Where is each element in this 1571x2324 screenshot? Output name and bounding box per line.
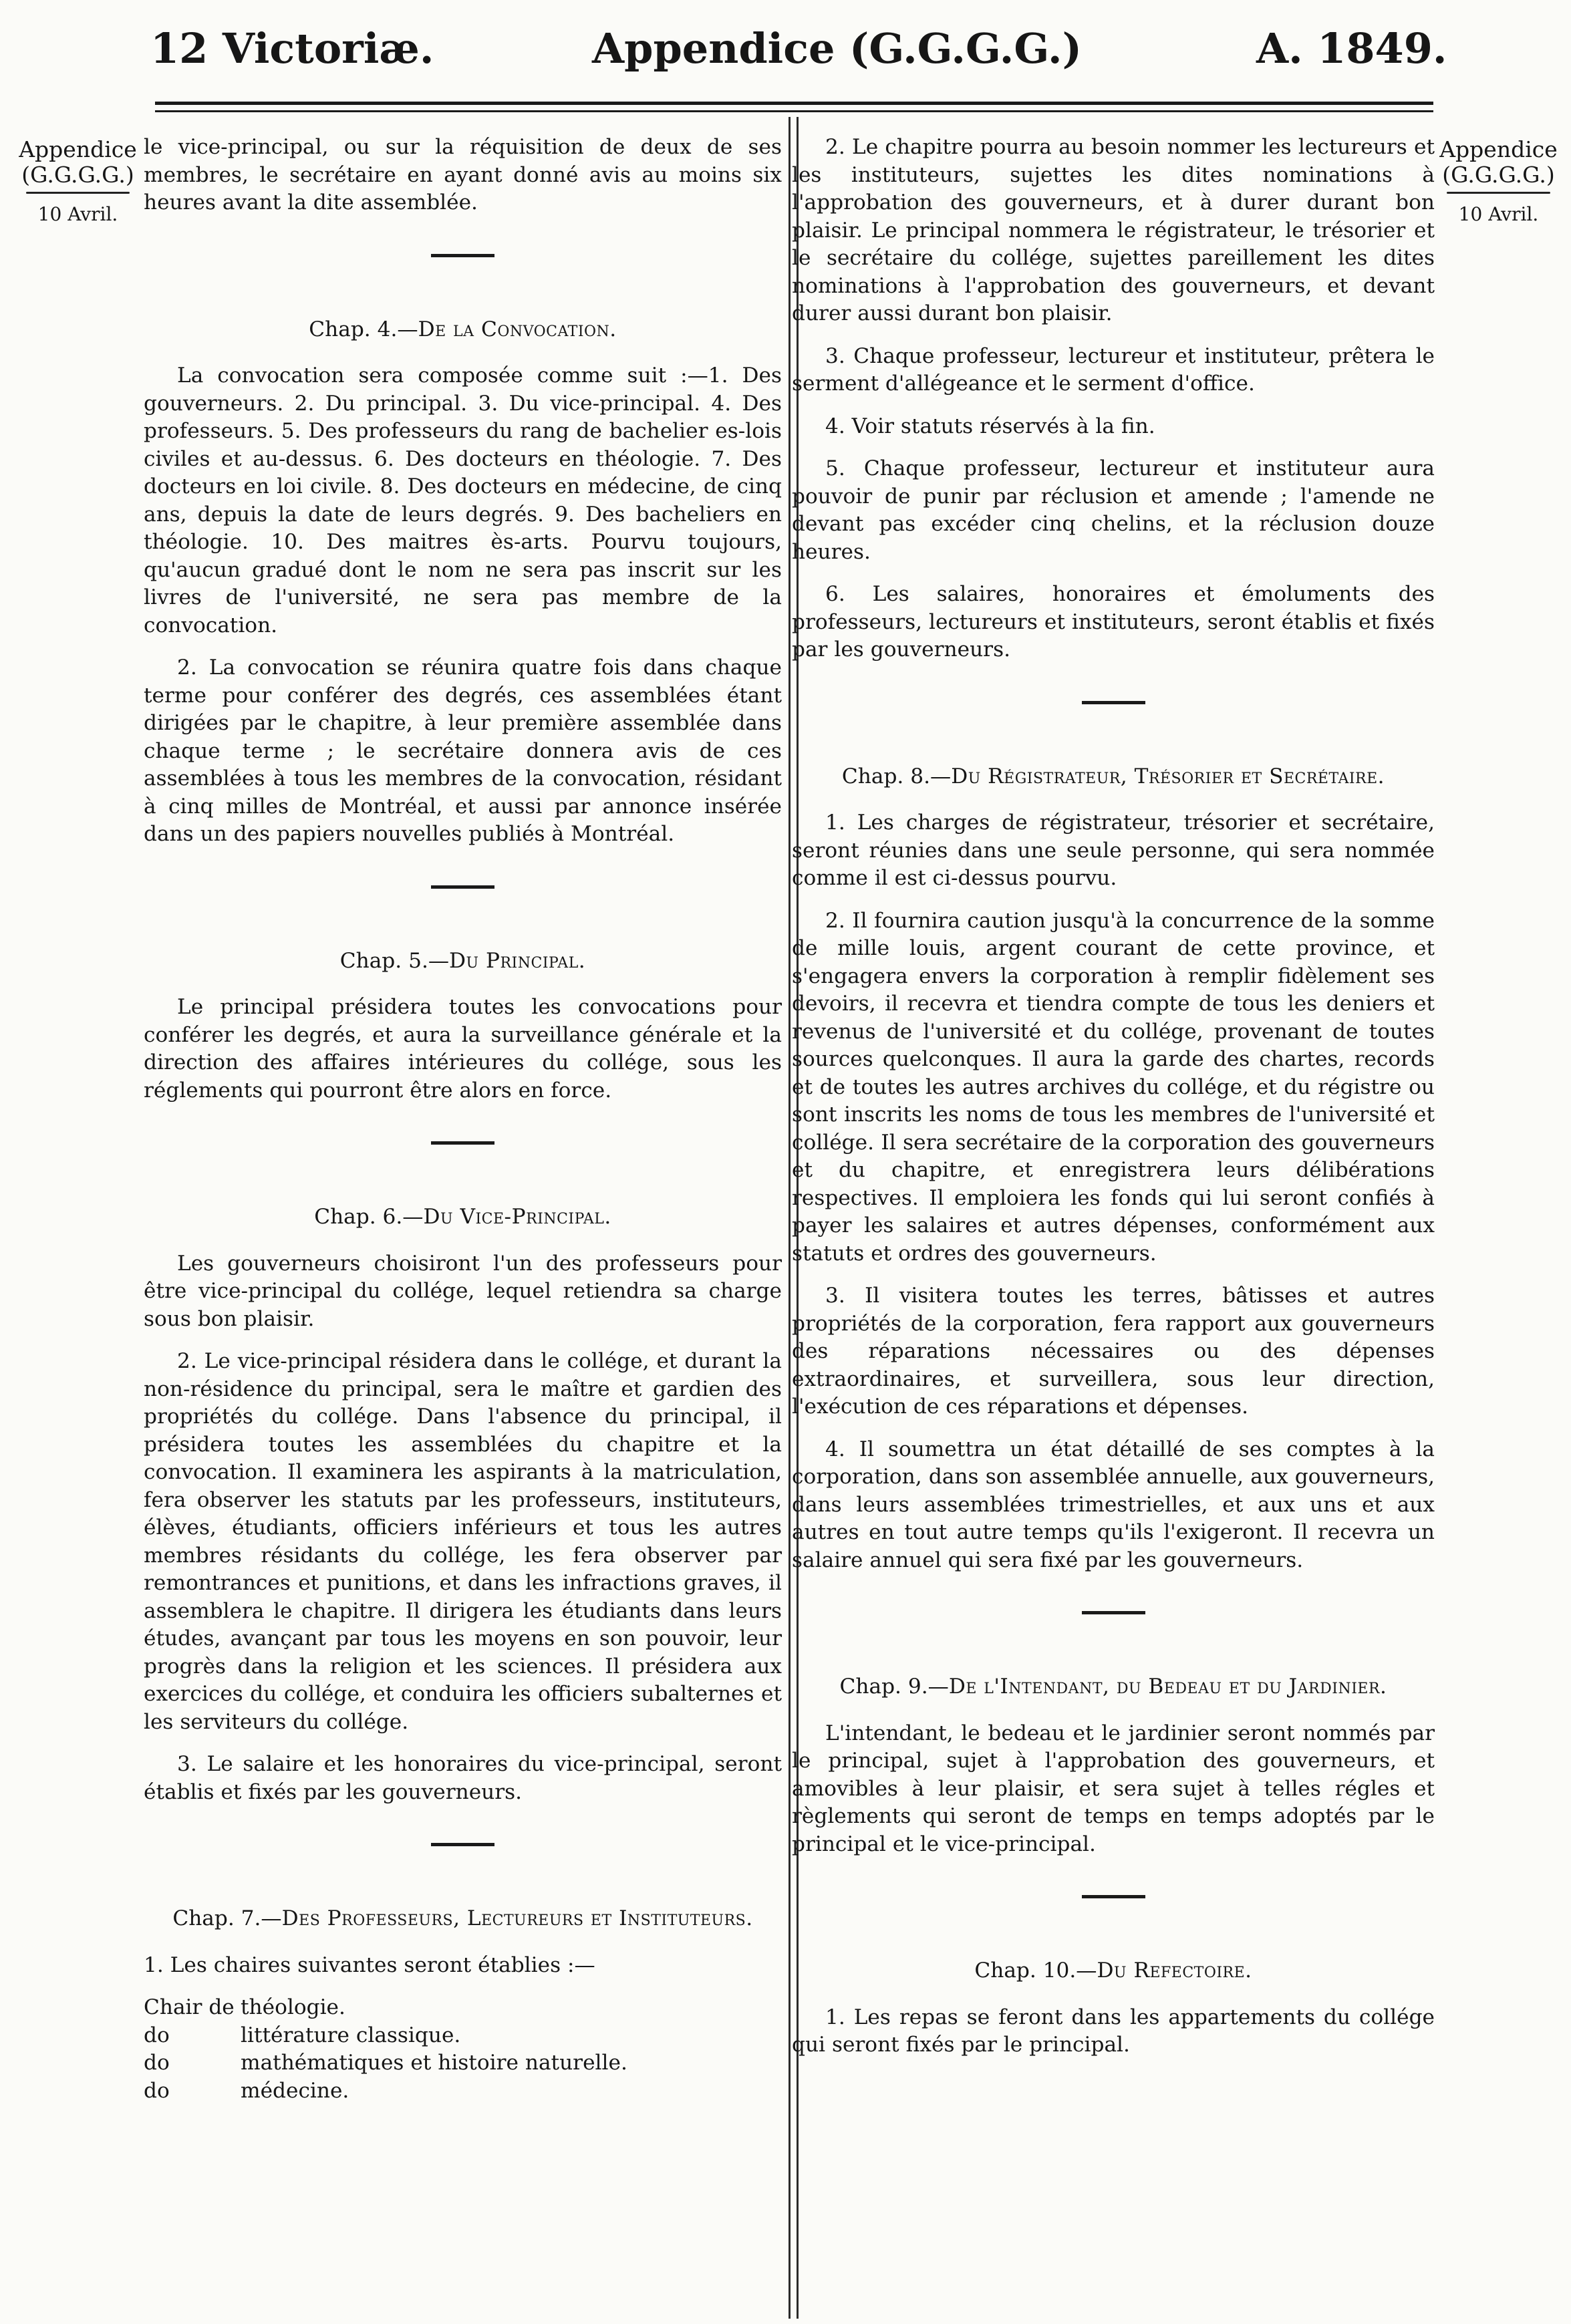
paragraph: Les gouverneurs choisiront l'un des professeurs pour être vice-principal du collége, lequel retiendra sa charge sous bon plaisir. xyxy=(144,1251,782,1331)
margin-label: Appendice xyxy=(19,136,137,162)
paragraph: 1. Les chaires suivantes seront établies :— xyxy=(144,1952,595,1977)
chapter-heading-6 xyxy=(144,1203,782,1231)
chapter-title: Du Vice-Principal. xyxy=(423,1205,611,1229)
chapter-number: Chap. 4.— xyxy=(309,317,418,341)
margin-note-right xyxy=(1430,137,1567,227)
chapter-title: De l'Intendant, du Bedeau et du Jardinier. xyxy=(948,1675,1387,1699)
margin-label: Appendice xyxy=(1439,136,1558,162)
paragraph: L'intendant, le bedeau et le jardinier seront nommés par le principal, sujet à l'approbation des gouverneurs, et amovibles à leur plaisir, et sera sujet à telles régles et règlements qui seront de temps en temps adoptés par le principal et le vice-principal. xyxy=(792,1721,1435,1856)
paragraph: 4. Voir statuts réservés à la fin. xyxy=(825,414,1155,438)
header-year: A. 1849. xyxy=(1256,24,1447,73)
chapter-number: Chap. 9.— xyxy=(839,1675,949,1699)
paragraph: 2. Il fournira caution jusqu'à la concurrence de la somme de mille louis, argent courant de cette province, et s'engagera envers la corporation à remplir fidèlement ses devoirs, il recevra et tiendra compte de tous les deniers et revenus de l'université et du collége, provenant de toutes sources quelconques. Il aura la garde des chartes, records et de toutes les autres archives du collége, et du régistre ou sont inscrits les noms de tous les membres de l'université et collége. Il sera secrétaire de la corporation des gouverneurs et du chapitre, et enregistrera leurs délibérations respectives. Il emploiera les fonds qui lui seront confiés à payer les salaires et autres dépenses, conformément aux statuts et ordres des gouverneurs. xyxy=(792,908,1435,1266)
page-header xyxy=(0,24,1571,102)
chapter-number: Chap. 5.— xyxy=(339,948,450,973)
chapter-title: De la Convocation. xyxy=(418,317,617,341)
chair-key: do xyxy=(144,2078,170,2103)
chapter-heading-9 xyxy=(792,1673,1435,1701)
margin-brace xyxy=(26,192,130,194)
right-column xyxy=(792,134,1435,2074)
chapter-number: Chap. 7.— xyxy=(172,1906,282,1930)
section-divider xyxy=(431,885,494,889)
paragraph: 2. Le chapitre pourra au besoin nommer les lectureurs et les instituteurs, sujettes les dites nominations à l'approbation des gouverneurs, et à durer durant bon plaisir. Le principal nommera le régistrateur, le trésorier et le secrétaire du collége, sujettes pareillement les dites nominations à l'approbation des gouverneurs, et devant durer aussi durant bon plaisir. xyxy=(792,135,1435,325)
list-item xyxy=(144,2049,782,2077)
header-appendix: Appendice (G.G.G.G.) xyxy=(592,24,1082,73)
section-divider xyxy=(1082,1895,1145,1898)
paragraph: 1. Les repas se feront dans les appartements du collége qui seront fixés par le principal. xyxy=(792,2005,1435,2057)
margin-date: 10 Avril. xyxy=(37,203,118,225)
paragraph: 6. Les salaires, honoraires et émoluments des professeurs, lectureurs et instituteurs, seront établis et fixés par les gouverneurs. xyxy=(792,582,1435,662)
header-rule-thin xyxy=(155,110,1433,112)
list-item xyxy=(144,2022,782,2050)
chapter-title: Du Refectoire. xyxy=(1097,1958,1252,1983)
paragraph: 2. Le vice-principal résidera dans le collége, et durant la non-résidence du principal, sera le maître et gardien des propriétés du collége. Dans l'absence du principal, il présidera toutes les assemblées du chapitre et la convocation. Il examinera les aspirants à la matriculation, fera observer les statuts par les professeurs, instituteurs, élèves, étudiants, officiers inférieurs et tous les autres membres résidants du collége, les fera observer par remontrances et punitions, et dans les infractions graves, il assemblera le chapitre. Il dirigera les étudiants dans leurs études, avançant par tous les moyens en son pouvoir, leur progrès dans la religion et les sciences. Il présidera aux exercices du collége, et conduira les officiers subalternes et les serviteurs du collége. xyxy=(144,1349,782,1734)
paragraph: 4. Il soumettra un état détaillé de ses comptes à la corporation, dans son assemblée annuelle, aux gouverneurs, dans leurs assemblées trimestrielles, et aux uns et aux autres en tout autre temps qu'ils l'exigeront. Il recevra un salaire annuel qui sera fixé par les gouverneurs. xyxy=(792,1437,1435,1572)
section-divider xyxy=(431,254,494,257)
chair-key: Chair de xyxy=(144,1995,235,2019)
paragraph: 2. La convocation se réunira quatre fois dans chaque terme pour conférer des degrés, ces assemblées étant dirigées par le chapitre, à leur première assemblée dans chaque terme ; le secrétaire donnera avis de ces assemblées à tous les membres de la convocation, résidant à cinq milles de Montréal, et aussi par annonce insérée dans un des papiers nouvelles publiés à Montréal. xyxy=(144,656,782,846)
section-divider xyxy=(1082,1611,1145,1614)
paragraph: La convocation sera composée comme suit :—1. Des gouverneurs. 2. Du principal. 3. Du vice-principal. 4. Des professeurs. 5. Des professeurs du rang de bachelier es-lois civiles et au-dessus. 6. Des docteurs en théologie. 7. Des docteurs en loi civile. 8. Des docteurs en médecine, de cinq ans, depuis la date de leurs degrés. 9. Des bacheliers en théologie. 10. Des maitres ès-arts. Pourvu toujours, qu'aucun gradué dont le nom ne sera pas inscrit sur les livres de l'université, ne sera pas membre de la convocation. xyxy=(144,364,782,637)
paragraph: 1. Les charges de régistrateur, trésorier et secrétaire, seront réunies dans une seule personne, qui sera nommée comme il est ci-dessus pourvu. xyxy=(792,811,1435,890)
section-divider xyxy=(431,1843,494,1846)
header-rule-thick xyxy=(155,102,1433,105)
chapter-heading-5 xyxy=(144,948,782,976)
paragraph: 3. Il visitera toutes les terres, bâtisses et autres propriétés de la corporation, fera rapport aux gouverneurs des réparations nécessaires ou des dépenses extraordinaires, et surveillera, sous leur direction, l'exécution de ces réparations et dépenses. xyxy=(792,1284,1435,1419)
margin-brace xyxy=(1447,192,1550,194)
chair-value: littérature classique. xyxy=(241,2023,461,2047)
list-item xyxy=(144,1994,782,2022)
paragraph: 3. Le salaire et les honoraires du vice-principal, seront établis et fixés par les gouverneurs. xyxy=(144,1752,782,1804)
left-column xyxy=(144,134,782,2105)
chairs-list xyxy=(144,1994,782,2105)
chair-value: médecine. xyxy=(241,2078,349,2103)
chapter-number: Chap. 8.— xyxy=(841,764,952,788)
header-session: 12 Victoriæ. xyxy=(150,24,434,73)
chair-key: do xyxy=(144,2023,170,2047)
chapter-title: Des Professeurs, Lectureurs et Instituteurs. xyxy=(281,1906,753,1930)
paragraph: 3. Chaque professeur, lectureur et instituteur, prêtera le serment d'allégeance et le serment d'office. xyxy=(792,343,1435,396)
chapter-title: Du Principal. xyxy=(449,948,586,973)
column-divider-left xyxy=(789,117,791,2319)
chapter-heading-4 xyxy=(144,316,782,344)
section-divider xyxy=(1082,701,1145,704)
chair-value: théologie. xyxy=(241,1995,345,2019)
chapter-number: Chap. 10.— xyxy=(974,1958,1097,1983)
section-divider xyxy=(431,1141,494,1145)
paragraph: Le principal présidera toutes les convocations pour conférer les degrés, et aura la surveillance générale et la direction des affaires intérieures du collége, sous les réglements qui pourront être alors en force. xyxy=(144,995,782,1103)
chapter-title: Du Régistrateur, Trésorier et Secrétaire. xyxy=(951,764,1385,788)
paragraph: le vice-principal, ou sur la réquisition de deux de ses membres, le secrétaire en ayant donné avis au moins six heures avant la dite assemblée. xyxy=(144,135,782,214)
chair-key: do xyxy=(144,2051,170,2075)
margin-date: 10 Avril. xyxy=(1458,203,1539,225)
chair-value: mathématiques et histoire naturelle. xyxy=(241,2051,627,2075)
margin-label-code: (G.G.G.G.) xyxy=(1442,162,1555,188)
chapter-heading-10 xyxy=(792,1957,1435,1985)
list-item xyxy=(144,2077,782,2105)
paragraph: 5. Chaque professeur, lectureur et instituteur aura pouvoir de punir par réclusion et amende ; l'amende ne devant pas excéder cinq chelins, et la réclusion douze heures. xyxy=(792,456,1435,564)
chapter-heading-7 xyxy=(144,1905,782,1933)
margin-label-code: (G.G.G.G.) xyxy=(21,162,134,188)
chapter-number: Chap. 6.— xyxy=(314,1205,424,1229)
margin-note-left xyxy=(9,137,146,227)
chapter-heading-8 xyxy=(792,763,1435,791)
